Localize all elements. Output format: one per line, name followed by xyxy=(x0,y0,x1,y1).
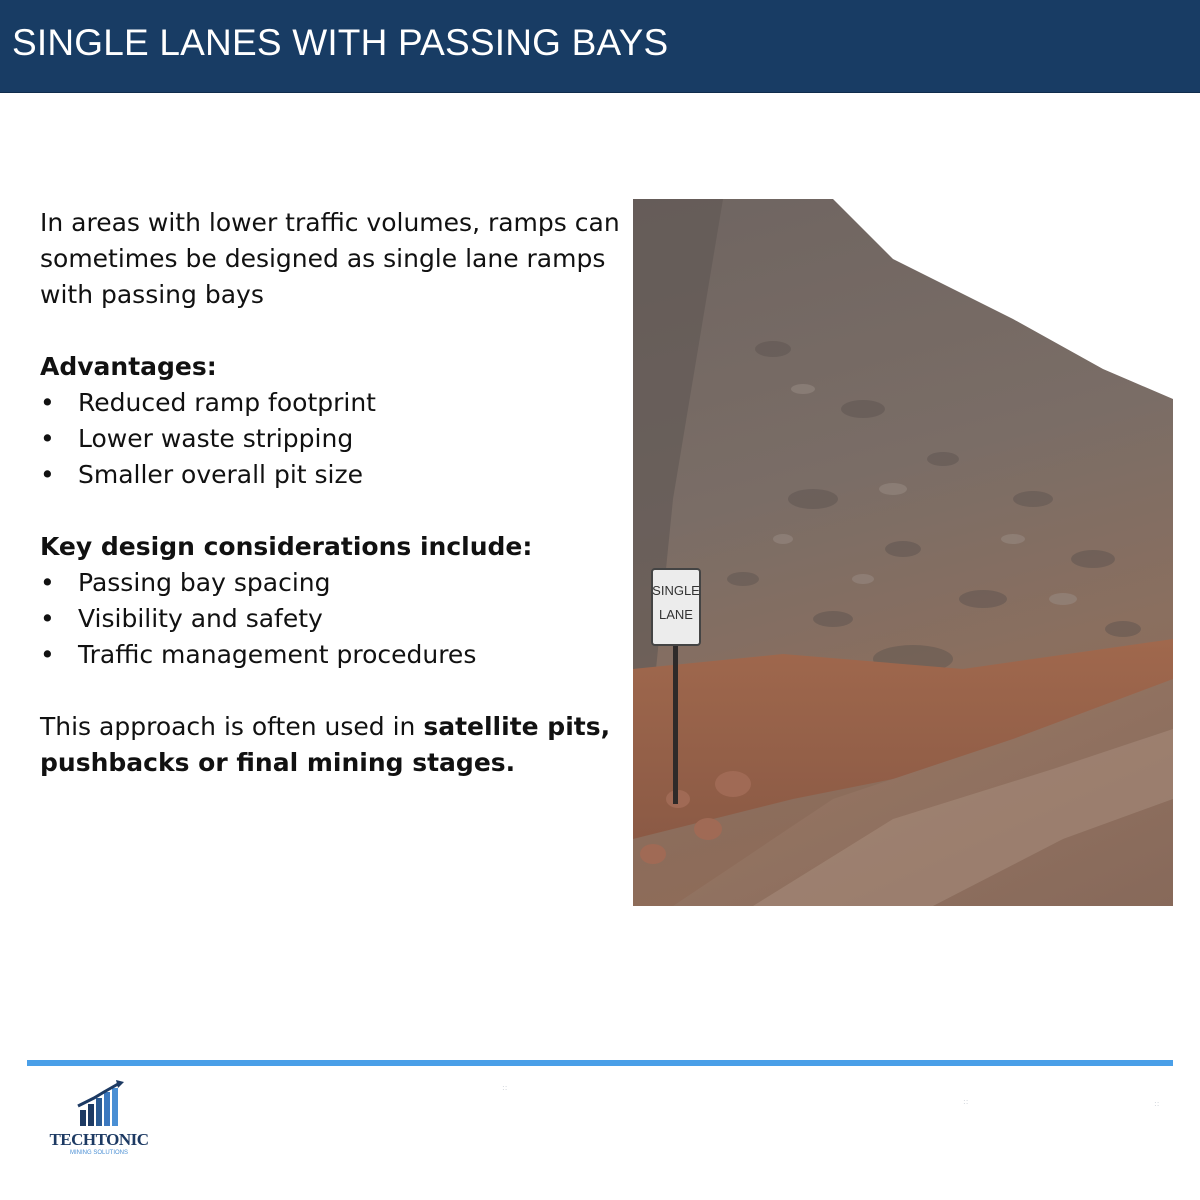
list-item: • Traffic management procedures xyxy=(40,637,620,673)
sign-text-line2: LANE xyxy=(659,607,693,622)
closing-paragraph: This approach is often used in satellite pits, pushbacks or final mining stages. xyxy=(40,712,611,777)
bullet-icon: • xyxy=(40,640,55,669)
company-logo xyxy=(44,1080,154,1160)
title-bar xyxy=(0,0,1200,93)
bullet-icon: • xyxy=(40,388,55,417)
mine-ramp-photo xyxy=(633,199,1173,906)
intro-paragraph: In areas with lower traffic volumes, ramps can sometimes be designed as single lane ramps with passing bays xyxy=(40,208,620,309)
list-item: • Visibility and safety xyxy=(40,601,620,637)
logo-tagline: MINING SOLUTIONS xyxy=(69,1150,128,1156)
list-item: • Reduced ramp footprint xyxy=(40,385,620,421)
footer-mark: :: xyxy=(963,1097,969,1106)
bullet-icon: • xyxy=(40,604,55,633)
considerations-heading: Key design considerations include: xyxy=(40,532,533,561)
advantages-list xyxy=(40,385,620,493)
list-item: • Lower waste stripping xyxy=(40,421,620,457)
footer-mark: :: xyxy=(1154,1099,1160,1108)
bar-chart-logo-icon xyxy=(44,1080,154,1130)
list-item: • Smaller overall pit size xyxy=(40,457,620,493)
considerations-list xyxy=(40,565,620,673)
closing-emphasis: satellite pits, pushbacks or final mining stages. xyxy=(40,712,611,777)
body-text xyxy=(40,205,620,781)
bullet-icon: • xyxy=(40,424,55,453)
slide-title: SINGLE LANES WITH PASSING BAYS xyxy=(12,22,669,63)
list-item: • Passing bay spacing xyxy=(40,565,620,601)
logo-wordmark: TECHTONIC xyxy=(49,1130,149,1149)
bullet-icon: • xyxy=(40,568,55,597)
advantages-heading: Advantages: xyxy=(40,352,217,381)
sign-text-line1: SINGLE xyxy=(652,583,700,598)
footer-divider xyxy=(27,1060,1173,1066)
footer-mark: :: xyxy=(502,1083,508,1092)
bullet-icon: • xyxy=(40,460,55,489)
